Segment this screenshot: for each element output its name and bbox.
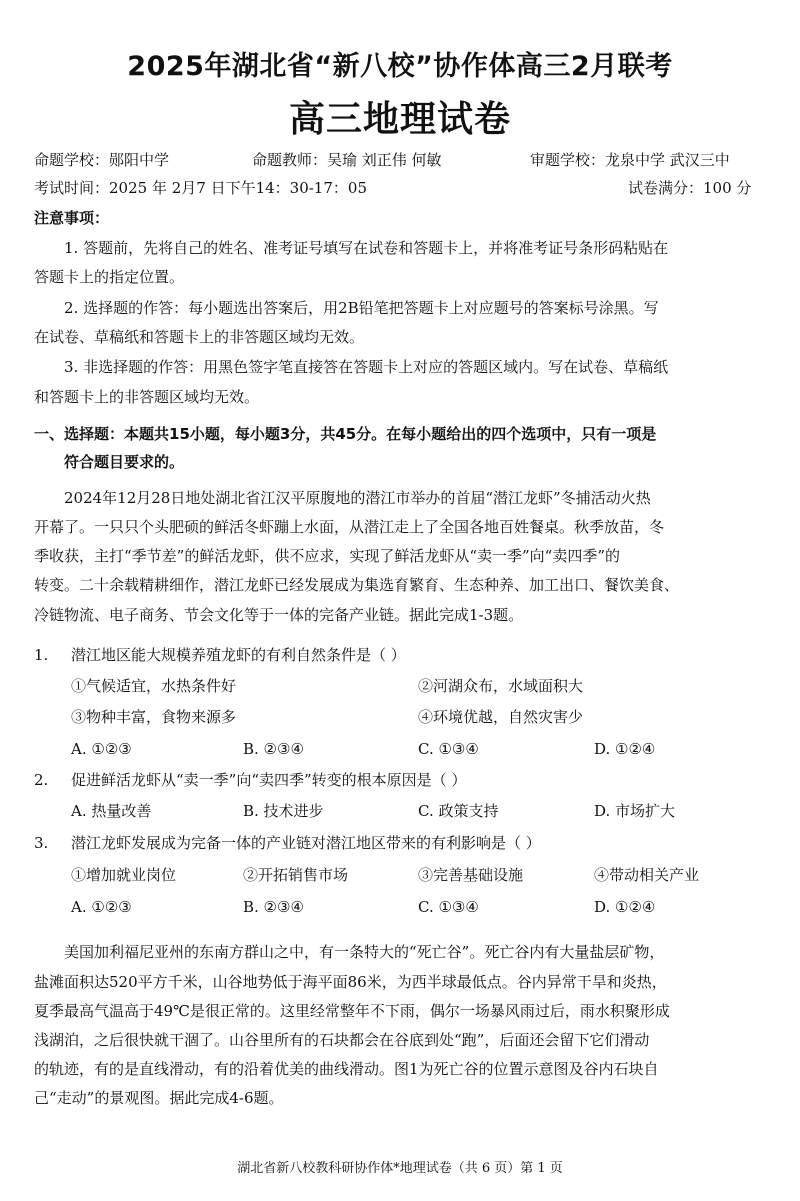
answer-option-b: B. ②③④ <box>243 740 304 758</box>
question-number: 3. <box>34 834 49 852</box>
answer-option-d: D. ①②④ <box>594 898 656 916</box>
answer-option-a: A. 热量改善 <box>71 802 152 820</box>
statement-item: ①气候适宜，水热条件好 <box>71 677 237 695</box>
question-number: 2. <box>34 771 49 789</box>
question-stem: 促进鲜活龙虾从“卖一季”向“卖四季”转变的根本原因是（ ） <box>71 771 467 789</box>
notice-heading: 注意事项： <box>34 209 110 227</box>
answer-option-d: D. ①②④ <box>594 740 656 758</box>
question-stem: 潜江地区能大规模养殖龙虾的有利自然条件是（ ） <box>71 646 406 664</box>
proposer-teachers: 命题教师：吴瑜 刘正伟 何敏 <box>252 151 442 169</box>
question-stem: 潜江龙虾发展成为完备一体的产业链对潜江地区带来的有利影响是（ ） <box>71 834 541 852</box>
passage-line: 盐滩面积达520平方千米，山谷地势低于海平面86米，为西半球最低点。谷内异常干旱和炎热， <box>34 973 667 991</box>
passage-line: 己“走动”的景观图。据此完成4-6题。 <box>34 1089 284 1107</box>
answer-option-b: B. 技术进步 <box>243 802 324 820</box>
answer-option-b: B. ②③④ <box>243 898 304 916</box>
statement-item: ④环境优越，自然灾害少 <box>418 708 584 726</box>
full-score: 试卷满分：100 分 <box>628 179 752 197</box>
statement-item: ④带动相关产业 <box>594 866 700 884</box>
exam-subtitle: 高三地理试卷 <box>288 99 511 140</box>
passage-line: 2024年12月28日地处湖北省江汉平原腹地的潜江市举办的首届“潜江龙虾”冬捕活动火热 <box>64 489 651 507</box>
answer-option-c: C. 政策支持 <box>418 802 499 820</box>
passage-line: 浅湖泊，之后很快就干涸了。山谷里所有的石块都会在谷底到处“跑”，后面还会留下它们滑动 <box>34 1031 650 1049</box>
question-number: 1. <box>34 646 49 664</box>
exam-time: 考试时间：2025 年 2月7 日下午14：30-17：05 <box>34 179 367 197</box>
passage-line: 的轨迹，有的是直线滑动，有的沿着优美的曲线滑动。图1为死亡谷的位置示意图及谷内石块自 <box>34 1060 659 1078</box>
notice-line: 2. 选择题的作答：每小题选出答案后，用2B铅笔把答题卡上对应题号的答案标号涂黑。写 <box>64 299 659 317</box>
answer-option-c: C. ①③④ <box>418 740 479 758</box>
passage-line: 转变。二十余载精耕细作，潜江龙虾已经发展成为集选育繁育、生态种养、加工出口、餐饮美食、 <box>34 576 680 594</box>
answer-option-a: A. ①②③ <box>71 898 132 916</box>
statement-item: ①增加就业岗位 <box>71 866 177 884</box>
section-heading-cont: 符合题目要求的。 <box>64 453 185 471</box>
answer-option-a: A. ①②③ <box>71 740 132 758</box>
exam-title: 2025年湖北省“新八校”协作体高三2月联考 <box>127 51 673 82</box>
proposer-school: 命题学校：郧阳中学 <box>34 151 170 169</box>
answer-option-c: C. ①③④ <box>418 898 479 916</box>
page-footer: 湖北省新八校教科研协作体*地理试卷（共 6 页）第 1 页 <box>237 1161 563 1176</box>
answer-option-d: D. 市场扩大 <box>594 802 676 820</box>
passage-line: 美国加利福尼亚州的东南方群山之中，有一条特大的“死亡谷”。死亡谷内有大量盐层矿物， <box>64 943 665 961</box>
passage-line: 冷链物流、电子商务、节会文化等于一体的完备产业链。据此完成1-3题。 <box>34 606 524 624</box>
statement-item: ③完善基础设施 <box>418 866 524 884</box>
notice-line: 在试卷、草稿纸和答题卡上的非答题区域均无效。 <box>34 328 365 346</box>
passage-line: 季收获，主打“季节差”的鲜活龙虾，供不应求，实现了鲜活龙虾从“卖一季”向“卖四季”的 <box>34 547 621 565</box>
passage-line: 夏季最高气温高于49℃是很正常的。这里经常整年不下雨，偶尔一场暴风雨过后，雨水积聚形成 <box>34 1002 670 1020</box>
notice-line: 答题卡上的指定位置。 <box>34 268 185 286</box>
notice-line: 3. 非选择题的作答：用黑色签字笔直接答在答题卡上对应的答题区域内。写在试卷、草稿纸 <box>64 358 669 376</box>
section-heading: 一、选择题：本题共15小题，每小题3分，共45分。在每小题给出的四个选项中，只有一项是 <box>34 425 657 443</box>
statement-item: ②河湖众布，水域面积大 <box>418 677 584 695</box>
passage-line: 开幕了。一只只个头肥硕的鲜活冬虾蹦上水面，从潜江走上了全国各地百姓餐桌。秋季放苗，冬 <box>34 518 665 536</box>
statement-item: ③物种丰富，食物来源多 <box>71 708 237 726</box>
statement-item: ②开拓销售市场 <box>243 866 349 884</box>
notice-line: 1. 答题前，先将自己的姓名、准考证号填写在试卷和答题卡上，并将准考证号条形码粘贴在 <box>64 239 669 257</box>
notice-line: 和答题卡上的非答题区域均无效。 <box>34 388 260 406</box>
reviewer-schools: 审题学校：龙泉中学 武汉三中 <box>530 151 730 169</box>
